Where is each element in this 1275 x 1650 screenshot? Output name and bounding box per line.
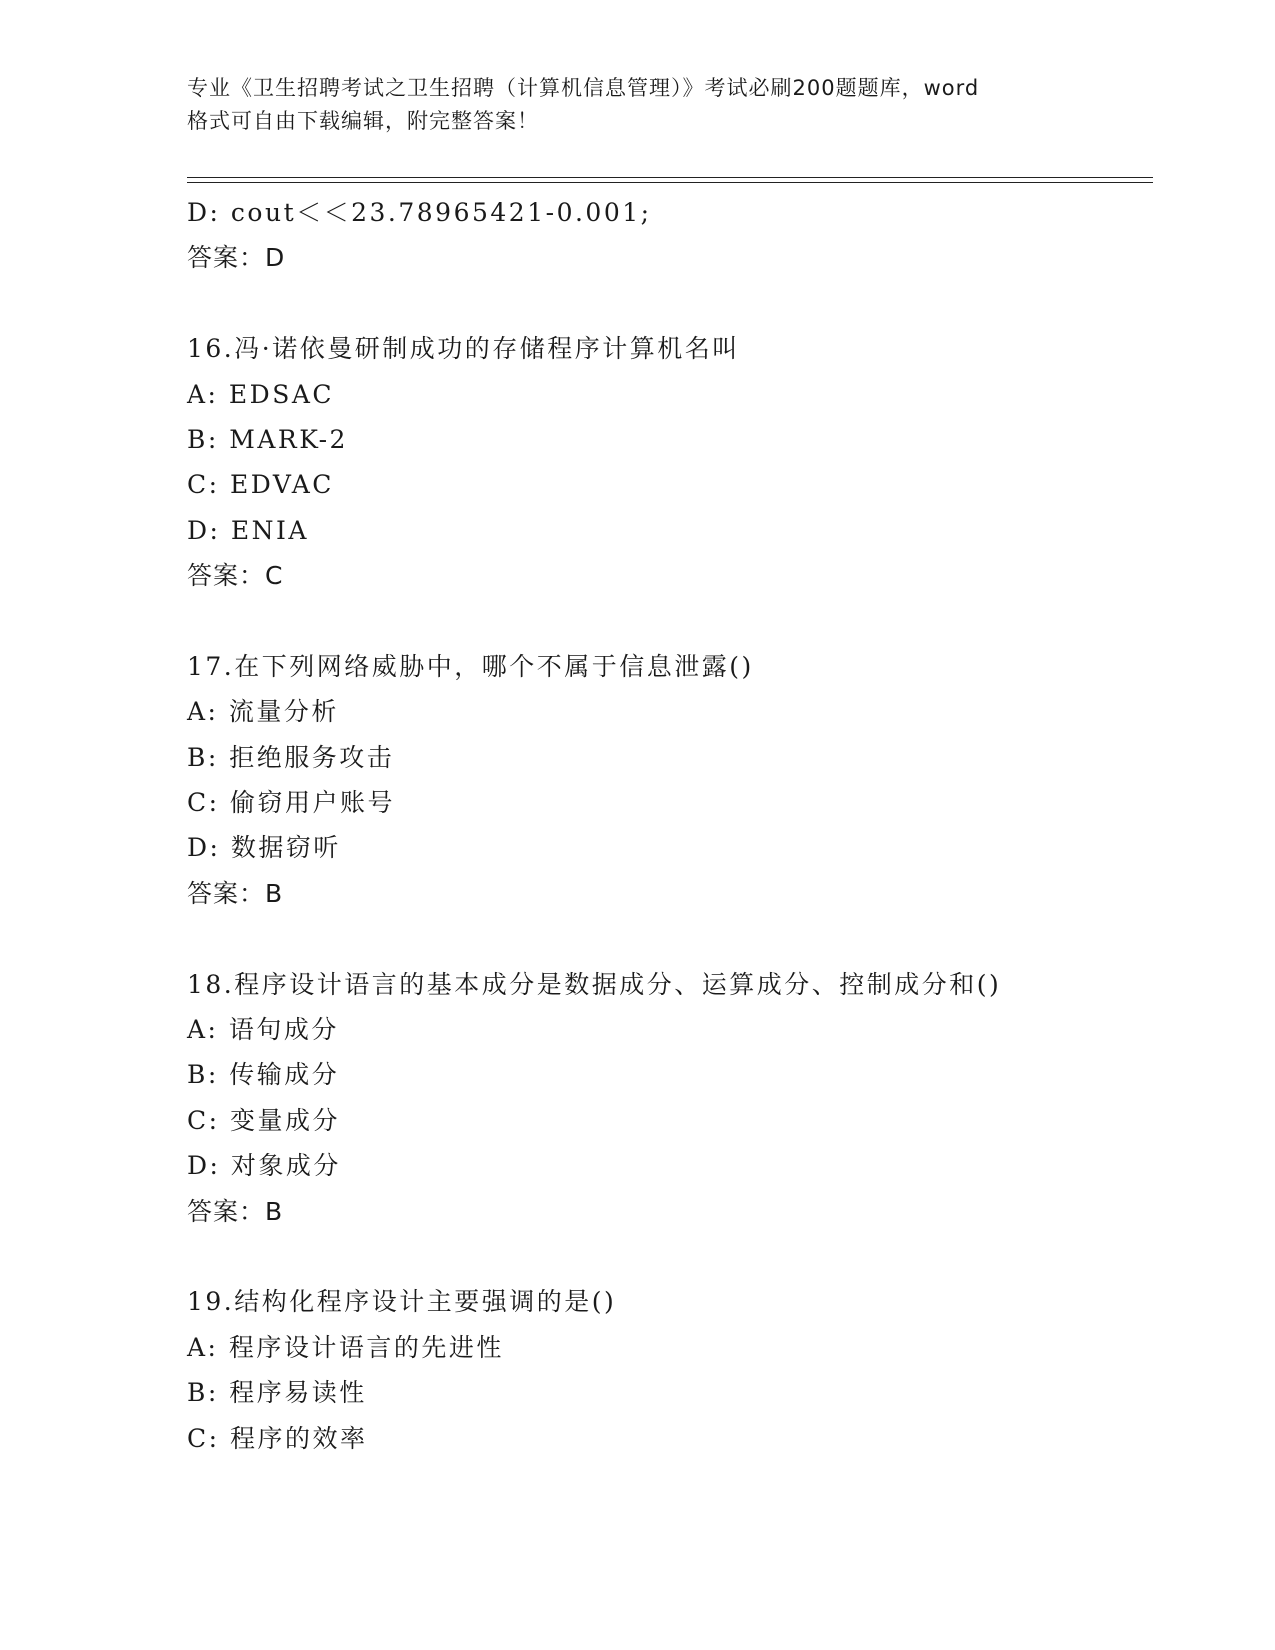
option-d: D: ENIA [187,515,309,545]
answer-line: 答案：D [187,243,286,273]
header-line-2: 格式可自由下载编辑，附完整答案！ [187,109,539,133]
answer-line: 答案：B [187,878,284,908]
option-c: C: EDVAC [187,470,334,500]
spacer [187,1234,1153,1279]
option-d: D: cout＜＜23.78965421-0.001; [187,198,652,227]
question-18 [187,962,1153,1234]
page-header [187,72,1087,138]
option-b: B: 拒绝服务攻击 [187,742,395,772]
question-title: 18.程序设计语言的基本成分是数据成分、运算成分、控制成分和() [187,969,1002,999]
header-rule-top [187,177,1153,178]
option-c: C: 程序的效率 [187,1423,368,1453]
previous-question-tail [187,190,1153,281]
option-c: C: 变量成分 [187,1105,340,1135]
question-16 [187,326,1153,598]
option-b: B: MARK-2 [187,424,348,454]
answer-line: 答案：B [187,1196,284,1226]
question-list [187,190,1153,1461]
option-c: C: 偷窃用户账号 [187,788,395,818]
question-title: 17.在下列网络威胁中，哪个不属于信息泄露() [187,651,754,681]
question-17 [187,644,1153,916]
option-a: A: 程序设计语言的先进性 [187,1332,504,1362]
option-d: D: 对象成分 [187,1151,341,1181]
option-a: A: EDSAC [187,379,335,409]
header-line-1: 专业《卫生招聘考试之卫生招聘（计算机信息管理）》考试必刷200题题库，word [187,76,980,100]
question-19 [187,1279,1153,1461]
header-rule-bottom [187,182,1153,183]
option-d: D: 数据窃听 [187,833,341,863]
spacer [187,281,1153,326]
option-a: A: 语句成分 [187,1015,339,1045]
question-title: 19.结构化程序设计主要强调的是() [187,1287,617,1317]
option-a: A: 流量分析 [187,697,339,727]
option-b: B: 传输成分 [187,1060,340,1090]
spacer [187,916,1153,961]
answer-line: 答案：C [187,561,284,591]
spacer [187,599,1153,644]
option-b: B: 程序易读性 [187,1378,367,1408]
question-title: 16.冯·诺依曼研制成功的存储程序计算机名叫 [187,334,740,364]
